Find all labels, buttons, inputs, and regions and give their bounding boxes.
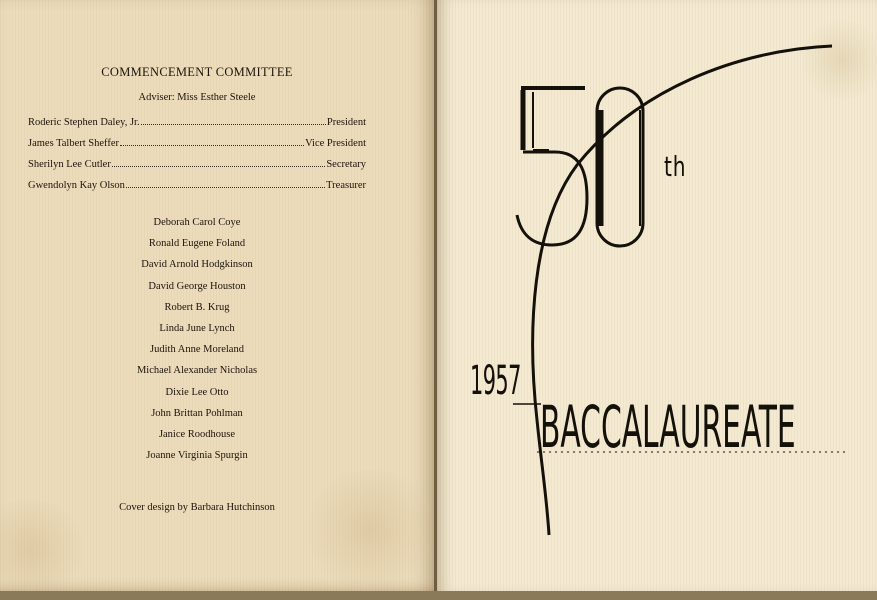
- officer-name: James Talbert Sheffer: [28, 138, 120, 149]
- anniversary-suffix: th: [664, 150, 687, 183]
- leader-dots: [112, 166, 326, 167]
- anniversary-number: [520, 80, 521, 81]
- officer-row: [28, 133, 366, 154]
- member-name: David Arnold Hodgkinson: [141, 259, 253, 271]
- member-name: Deborah Carol Coye: [153, 217, 241, 228]
- officer-role: President: [326, 117, 366, 128]
- officer-list: [28, 112, 366, 196]
- cover-design-credit: Cover design by Barbara Hutchinson: [119, 502, 275, 513]
- member-name: Joanne Virginia Spurgin: [146, 450, 248, 462]
- member-name: Linda June Lynch: [159, 323, 235, 335]
- left-page: [0, 0, 434, 591]
- leader-dots: [141, 124, 326, 125]
- committee-section: [28, 62, 366, 466]
- member-name: Judith Anne Moreland: [150, 344, 244, 356]
- member-name: Janice Roodhouse: [158, 429, 236, 441]
- committee-title: COMMENCEMENT COMMITTEE: [101, 65, 293, 79]
- member-name: Dixie Lee Otto: [165, 386, 229, 398]
- officer-name: Sherilyn Lee Cutler: [28, 159, 111, 170]
- leader-dots: [126, 187, 325, 188]
- officer-row: [28, 154, 366, 175]
- member-name: David George Houston: [148, 280, 246, 292]
- officer-name: Gwendolyn Kay Olson: [28, 180, 125, 191]
- leader-dots: [120, 145, 304, 146]
- member-name: Robert B. Krug: [164, 301, 230, 313]
- officer-row: [28, 112, 366, 133]
- officer-role: Secretary: [326, 159, 366, 170]
- member-name: John Brittan Pohlman: [151, 407, 243, 419]
- paper-stain: [0, 500, 90, 600]
- member-name: Ronald Eugene Foland: [148, 238, 246, 250]
- officer-role: Treasurer: [326, 180, 366, 191]
- officer-name: Roderic Stephen Daley, Jr.: [28, 117, 140, 128]
- paper-stain: [300, 470, 440, 590]
- member-list: [28, 212, 366, 466]
- member-name: Michael Alexander Nicholas: [136, 365, 258, 377]
- officer-row: [28, 175, 366, 196]
- officer-role: Vice President: [305, 138, 366, 149]
- cover-artwork: [437, 0, 877, 591]
- year-text: 1957: [470, 358, 521, 404]
- decorative-arc: [533, 46, 832, 535]
- event-title: BACCALAUREATE: [540, 393, 796, 461]
- adviser-line: Adviser: Miss Esther Steele: [138, 92, 256, 103]
